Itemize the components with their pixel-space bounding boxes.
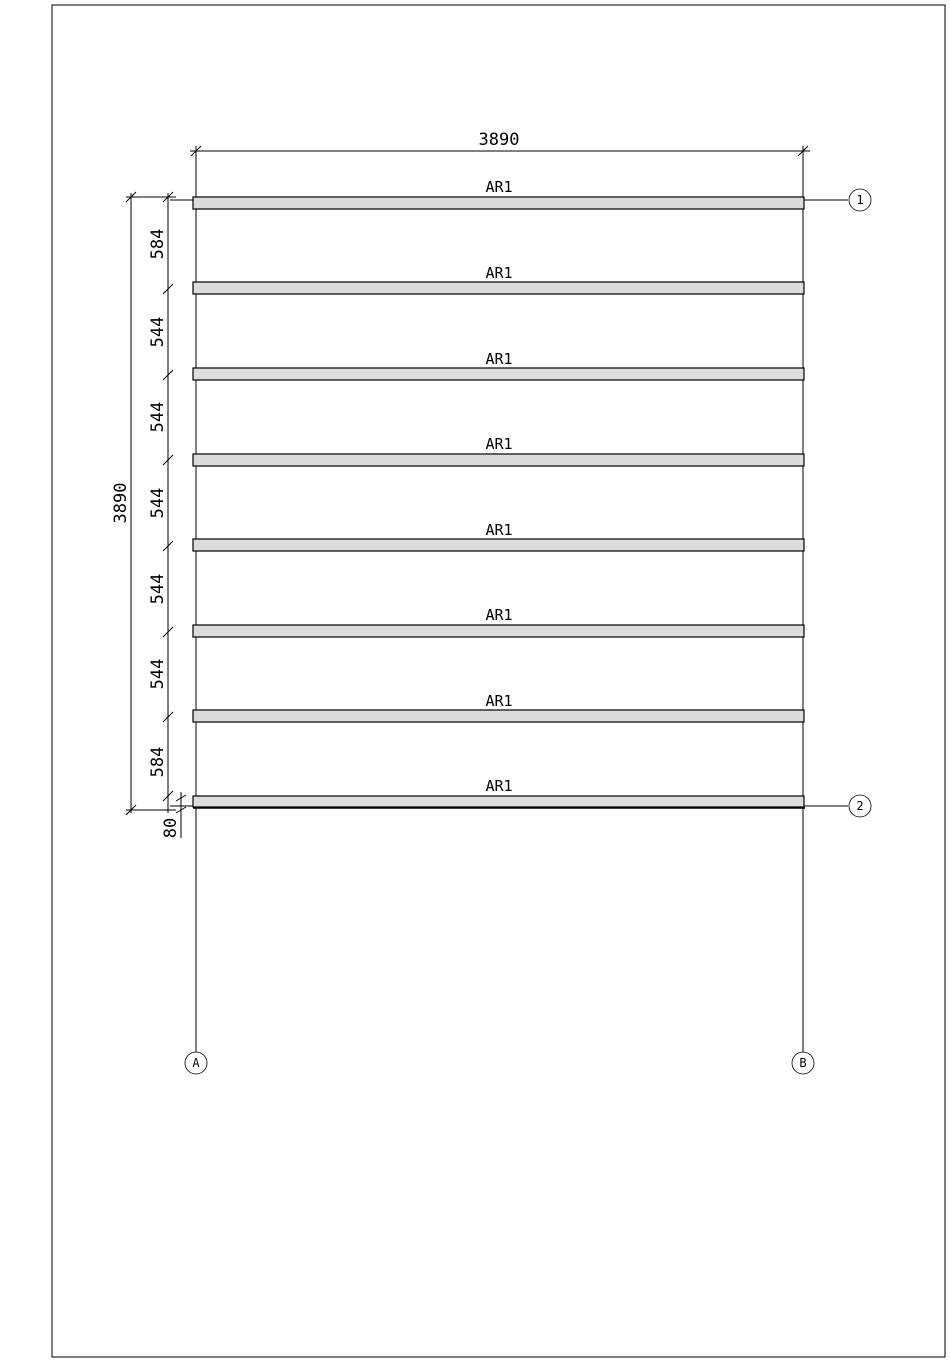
axis-label: A [192, 1056, 200, 1070]
axis-label: B [799, 1056, 807, 1070]
members [193, 178, 804, 807]
member-beam [193, 454, 804, 466]
horizontal-dimension-value: 3890 [478, 130, 520, 150]
member-beam [193, 368, 804, 380]
vertical-dimension-segment: 584 [148, 228, 168, 260]
member-tag: AR1 [485, 777, 513, 795]
axis-label: 1 [856, 193, 864, 207]
member-tag: AR1 [485, 178, 513, 196]
vertical-dimension-total: 3890 [111, 482, 131, 524]
vertical-dimension-segment: 544 [148, 401, 168, 433]
offset-dimension-value: 80 [161, 817, 181, 839]
member-tag: AR1 [485, 606, 513, 624]
member-tag: AR1 [485, 350, 513, 368]
member-beam [193, 539, 804, 551]
axis-label: 2 [856, 799, 864, 813]
axis-bubble-1 [849, 189, 871, 211]
member-beam [193, 796, 804, 807]
member-beam [193, 625, 804, 637]
member-beam [193, 197, 804, 209]
member-tag: AR1 [485, 692, 513, 710]
vertical-dimension-segment: 544 [148, 316, 168, 348]
axis-bubble-b [792, 1052, 814, 1074]
member-tag: AR1 [485, 521, 513, 539]
member-beam [193, 282, 804, 294]
vertical-dimension-segment: 584 [148, 746, 168, 778]
vertical-dimension-segment: 544 [148, 658, 168, 690]
vertical-dimension-segment: 544 [148, 487, 168, 519]
member-beam [193, 710, 804, 722]
horizontal-dimension [190, 130, 810, 178]
vertical-dimension-segment: 544 [148, 573, 168, 605]
member-tag: AR1 [485, 435, 513, 453]
axis-bubble-2 [849, 795, 871, 817]
member-tag: AR1 [485, 264, 513, 282]
vertical-dimension-chain [111, 192, 176, 815]
axis-bubble-a [185, 1052, 207, 1074]
